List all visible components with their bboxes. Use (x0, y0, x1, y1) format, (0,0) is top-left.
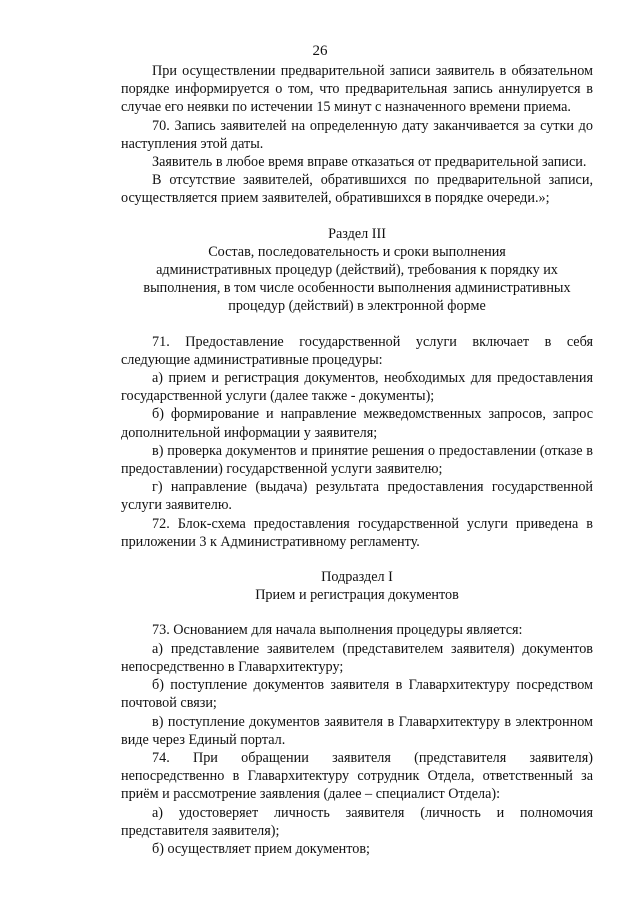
list-item-b: б) формирование и направление межведомственных запросов, запрос дополнительной информации у заявителя; (121, 406, 593, 441)
list-item-73-b: б) поступление документов заявителя в Главархитектуру посредством почтовой связи; (121, 677, 593, 712)
list-item-a: а) прием и регистрация документов, необходимых для предоставления государственной услуги (далее также - документы); (121, 370, 593, 405)
document-body (121, 62, 593, 858)
section-title-line-3: выполнения, в том числе особенности выполнения административных (143, 280, 571, 297)
paragraph-72: 72. Блок-схема предоставления государственной услуги приведена в приложении 3 к Административному регламенту. (121, 515, 593, 550)
list-item-73-a: а) представление заявителем (представителем заявителя) документов непосредственно в Главархитектуру; (121, 640, 593, 675)
list-item-73-v: в) поступление документов заявителя в Главархитектуру в электронном виде через Единый портал. (121, 713, 593, 748)
list-item-g: г) направление (выдача) результата предоставления государственной услуги заявителю. (121, 479, 593, 514)
list-item-74-a: а) удостоверяет личность заявителя (личность и полномочия представителя заявителя); (121, 804, 593, 839)
subsection-title: Прием и регистрация документов (255, 587, 459, 604)
section-title-line-1: Состав, последовательность и сроки выполнения (208, 243, 506, 260)
paragraph-queue-order: В отсутствие заявителей, обратившихся по предварительной записи, осуществляется прием заявителей, обратившихся в порядке очереди.»; (121, 172, 593, 207)
paragraph-73: 73. Основанием для начала выполнения процедуры является: (152, 622, 523, 639)
section-number: Раздел III (328, 225, 386, 242)
list-item-74-b: б) осуществляет прием документов; (152, 840, 371, 857)
list-item-v: в) проверка документов и принятие решения о предоставлении (отказе в предоставлении) государственной услуги заявителю; (121, 442, 593, 478)
page-number: 26 (312, 43, 328, 59)
section-title-line-2: административных процедур (действий), требования к порядку их (156, 262, 558, 279)
subsection-number: Подраздел I (321, 569, 393, 586)
paragraph-74: 74. При обращении заявителя (представителя заявителя) непосредственно в Главархитектуру сотрудник Отдела, ответственный за приём и рассмотрение заявления (далее – специалист Отдела): (121, 749, 593, 803)
paragraph-71: 71. Предоставление государственной услуги включает в себя следующие административные процедуры: (121, 333, 593, 368)
paragraph-preliminary-record: При осуществлении предварительной записи заявитель в обязательном порядке информируется о том, что предварительная запись аннулируется в случае его неявки по истечении 15 минут с назначенного времени приема. (121, 63, 593, 116)
section-title-line-4: процедур (действий) в электронной форме (228, 298, 486, 315)
paragraph-refuse-record: Заявитель в любое время вправе отказаться от предварительной записи. (152, 154, 587, 171)
paragraph-70: 70. Запись заявителей на определенную дату заканчивается за сутки до наступления этой даты. (121, 117, 593, 152)
